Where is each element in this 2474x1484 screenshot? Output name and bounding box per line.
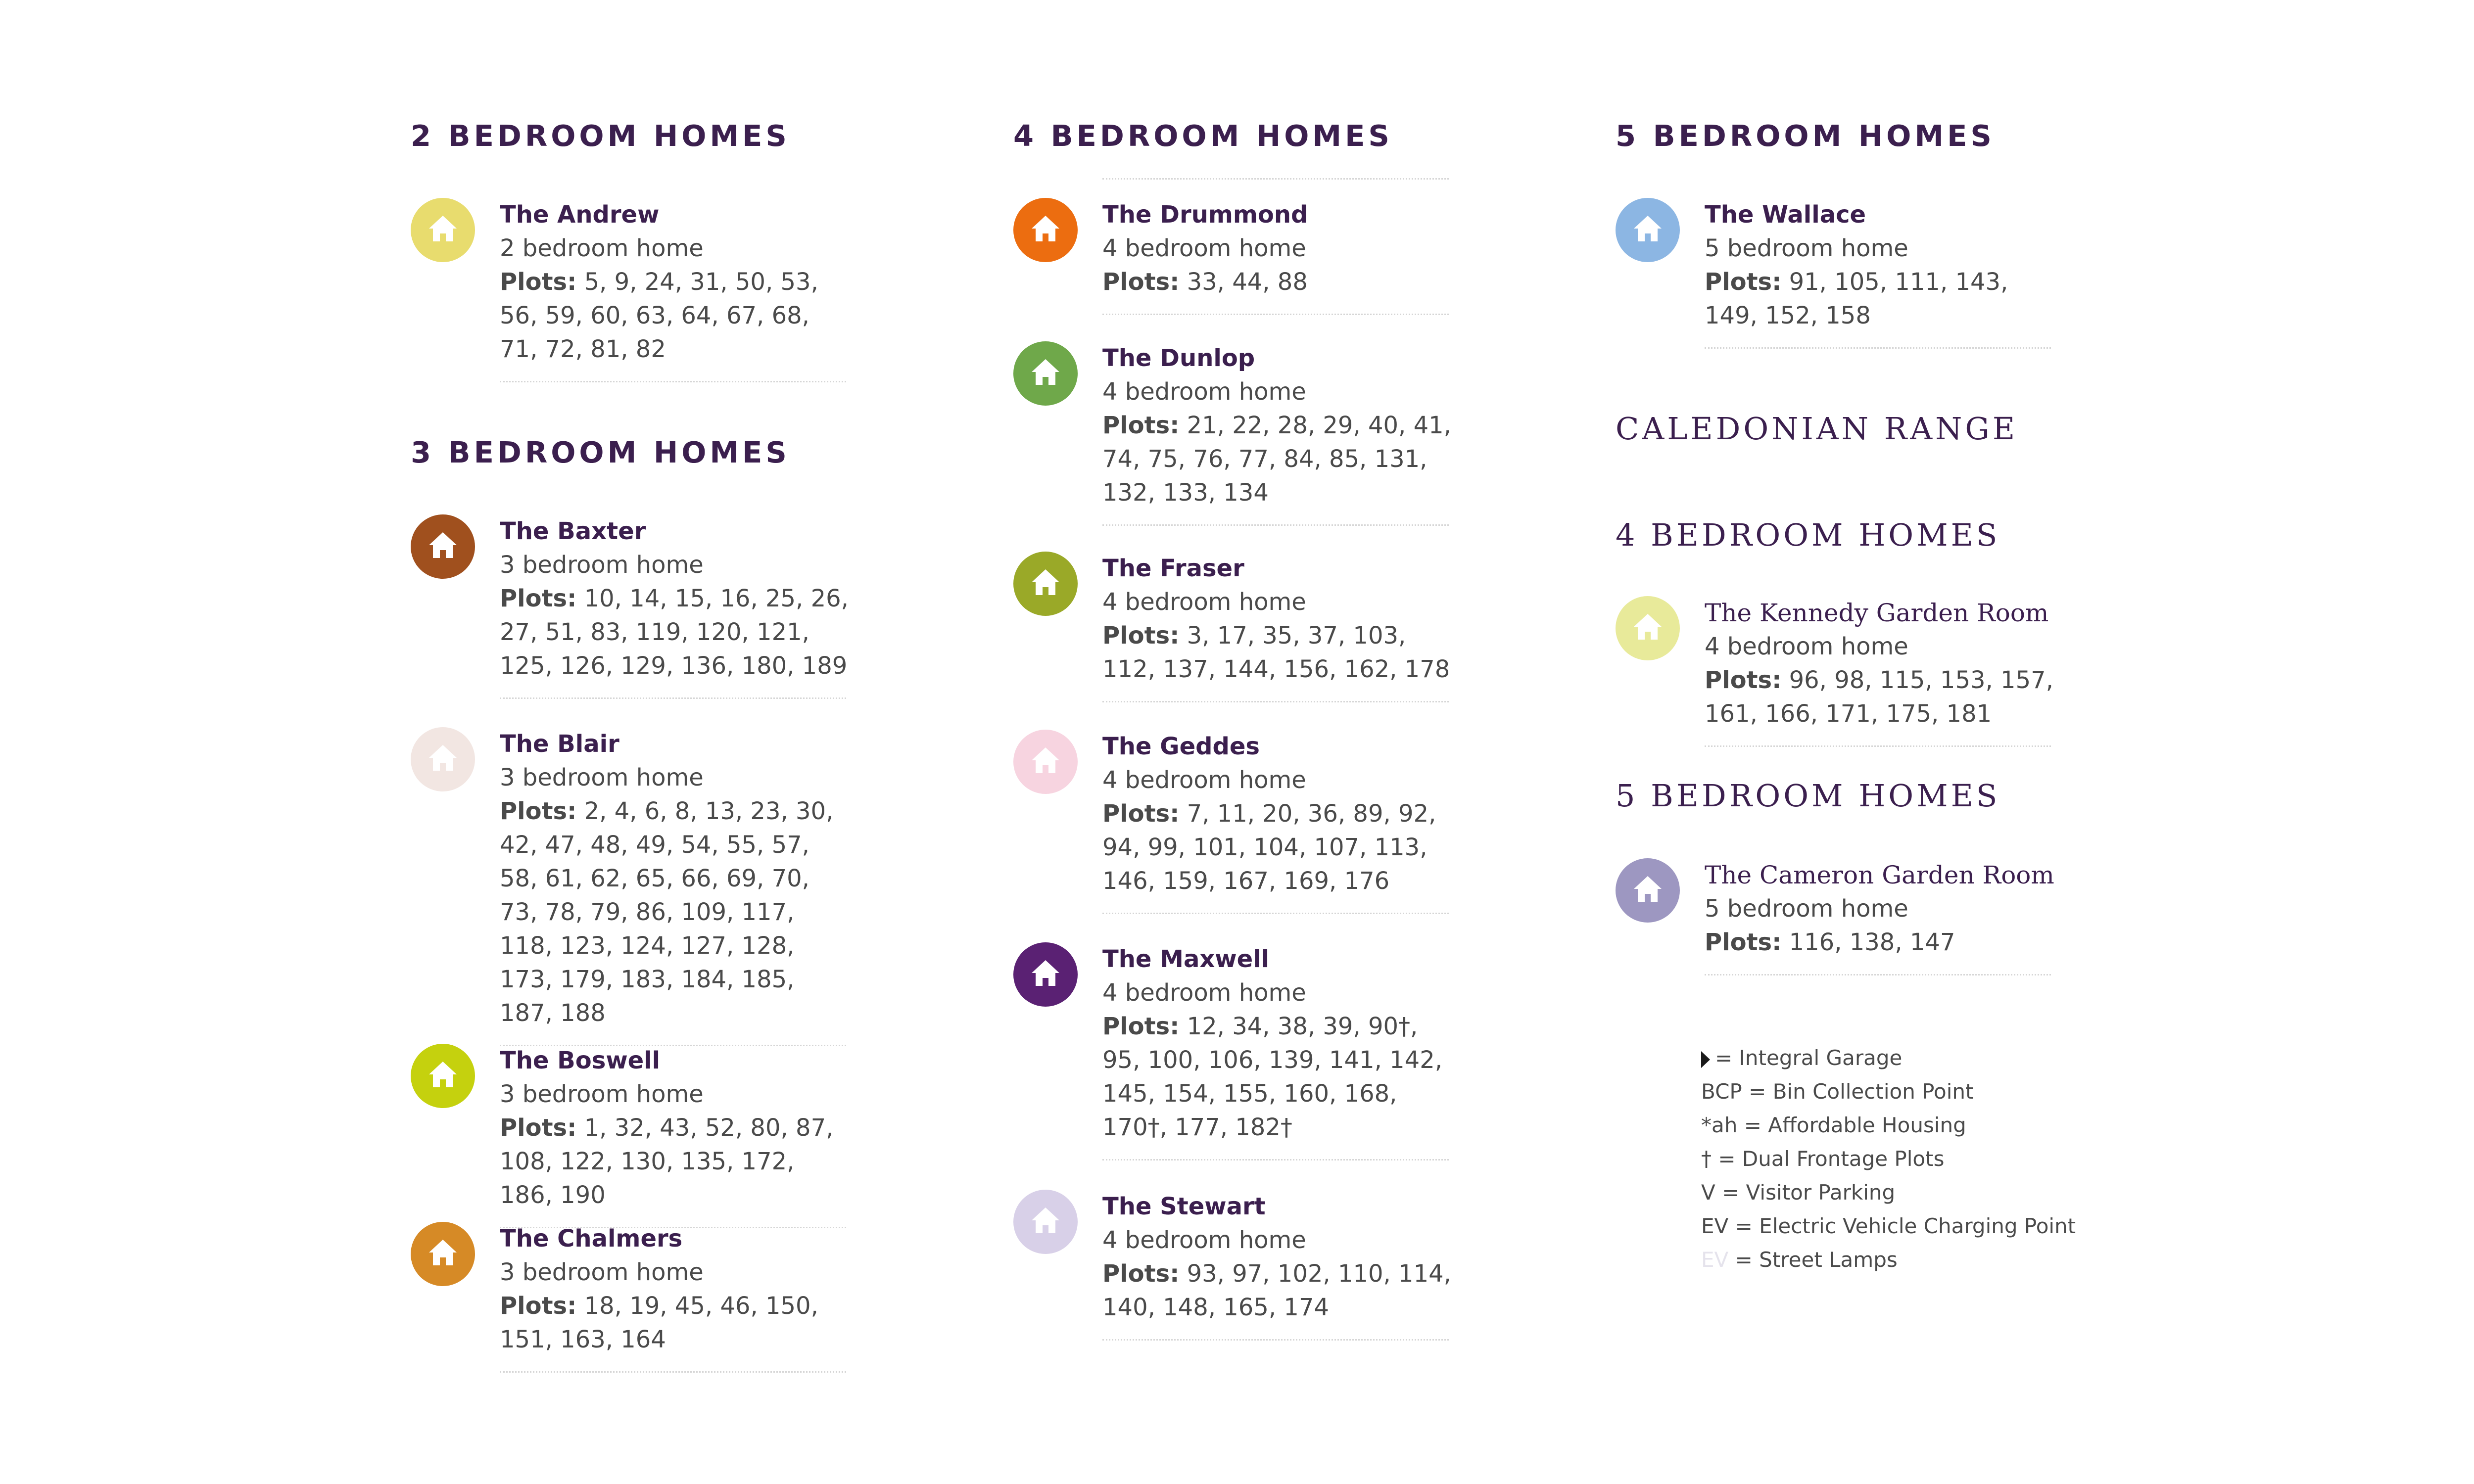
legend xyxy=(1701,1041,2146,1277)
home-name: The Andrew xyxy=(500,201,660,229)
home-subtitle: 4 bedroom home xyxy=(1102,234,1306,262)
legend-row-street-lamps xyxy=(1701,1243,2146,1277)
home-subtitle: 5 bedroom home xyxy=(1705,234,1908,262)
home-plots xyxy=(1705,265,2058,332)
plots-label: Plots: xyxy=(500,268,577,296)
legend-row-ev-charging xyxy=(1701,1209,2146,1243)
house-icon xyxy=(1616,198,1680,262)
home-plots xyxy=(1102,265,1456,299)
legend-row-integral-garage xyxy=(1701,1041,2146,1075)
legend-text: V = Visitor Parking xyxy=(1701,1180,1896,1205)
home-name: The Dunlop xyxy=(1102,344,1255,372)
house-icon xyxy=(1013,198,1078,262)
house-icon xyxy=(411,727,475,791)
plots-list: 2, 4, 6, 8, 13, 23, 30, 42, 47, 48, 49, 54, 55, 57, 58, 61, 62, 65, 66, 69, 70, 73, 78, 79, 86, 109, 117, 118, 123, 124, 127, 128, 173, 179, 183, 184, 185, 187, 188 xyxy=(500,797,834,1027)
plots-label: Plots: xyxy=(1102,268,1180,296)
home-subtitle: 3 bedroom home xyxy=(500,764,704,791)
home-info xyxy=(1102,198,1456,315)
legend-key-street-lamp: EV xyxy=(1701,1248,1729,1272)
home-plots xyxy=(1705,926,2058,959)
plots-label: Plots: xyxy=(500,585,577,612)
home-plots xyxy=(500,1111,854,1212)
home-plots xyxy=(500,265,854,366)
house-icon xyxy=(411,1222,475,1286)
legend-text: BCP = Bin Collection Point xyxy=(1701,1079,1974,1104)
plots-list: 1, 32, 43, 52, 80, 87, 108, 122, 130, 135, 172, 186, 190 xyxy=(500,1114,834,1209)
home-info xyxy=(1705,596,2058,747)
home-plots xyxy=(1102,1010,1456,1144)
home-name: The Stewart xyxy=(1102,1193,1266,1220)
legend-row-visitor-parking xyxy=(1701,1176,2146,1209)
home-name: The Geddes xyxy=(1102,733,1260,760)
legend-row-affordable xyxy=(1701,1109,2146,1142)
section-title-caledonian-4-bedroom: 4 BEDROOM HOMES xyxy=(1616,517,2000,553)
home-info xyxy=(1102,552,1456,702)
legend-text: = Integral Garage xyxy=(1715,1046,1903,1070)
plots-list: 93, 97, 102, 110, 114, 140, 148, 165, 174 xyxy=(1102,1260,1451,1321)
divider xyxy=(1102,1159,1449,1160)
legend-row-dual-frontage xyxy=(1701,1142,2146,1176)
home-plots xyxy=(1102,409,1456,510)
plots-list: 91, 105, 111, 143, 149, 152, 158 xyxy=(1705,268,2008,329)
home-subtitle: 4 bedroom home xyxy=(1102,979,1306,1007)
home-info xyxy=(500,1044,854,1228)
house-icon xyxy=(1013,730,1078,794)
divider xyxy=(1102,314,1449,315)
home-info xyxy=(1705,198,2058,349)
section-title-2-bedroom: 2 BEDROOM HOMES xyxy=(411,119,790,153)
section-title-4-bedroom: 4 BEDROOM HOMES xyxy=(1013,119,1393,153)
plots-list: 3, 17, 35, 37, 103, 112, 137, 144, 156, 162, 178 xyxy=(1102,622,1450,683)
home-info xyxy=(1102,1190,1456,1341)
legend-text: † = Dual Frontage Plots xyxy=(1701,1147,1945,1171)
home-info xyxy=(1102,341,1456,526)
plots-list: 33, 44, 88 xyxy=(1187,268,1308,296)
home-name: The Kennedy Garden Room xyxy=(1705,599,2049,627)
home-name: The Chalmers xyxy=(500,1225,683,1252)
divider xyxy=(1102,524,1449,526)
home-plots xyxy=(1705,663,2058,731)
home-name: The Blair xyxy=(500,730,619,758)
plots-list: 116, 138, 147 xyxy=(1789,928,1955,956)
home-subtitle: 4 bedroom home xyxy=(1102,378,1306,406)
house-icon xyxy=(1616,858,1680,923)
plots-label: Plots: xyxy=(1705,666,1782,694)
home-info xyxy=(500,198,854,382)
home-plots xyxy=(500,1289,854,1356)
divider xyxy=(1102,913,1449,914)
home-plots xyxy=(1102,797,1456,898)
plots-list: 21, 22, 28, 29, 40, 41, 74, 75, 76, 77, 84, 85, 131, 132, 133, 134 xyxy=(1102,412,1451,507)
plots-label: Plots: xyxy=(1102,622,1180,649)
home-name: The Wallace xyxy=(1705,201,1866,229)
legend-text: EV = Electric Vehicle Charging Point xyxy=(1701,1214,2076,1238)
home-plots xyxy=(500,582,854,683)
divider xyxy=(500,697,846,699)
legend-text: = Street Lamps xyxy=(1735,1248,1898,1272)
home-name: The Baxter xyxy=(500,517,646,545)
divider xyxy=(1102,701,1449,702)
home-plots xyxy=(500,794,854,1030)
section-title-5-bedroom: 5 BEDROOM HOMES xyxy=(1616,119,1995,153)
plots-list: 7, 11, 20, 36, 89, 92, 94, 99, 101, 104, 107, 113, 146, 159, 167, 169, 176 xyxy=(1102,800,1436,895)
caledonian-range-title: CALEDONIAN RANGE xyxy=(1616,411,2018,447)
home-name: The Drummond xyxy=(1102,201,1308,229)
home-name: The Fraser xyxy=(1102,555,1244,582)
triangle-icon xyxy=(1701,1051,1710,1068)
plots-label: Plots: xyxy=(1102,1260,1180,1288)
home-info xyxy=(1102,942,1456,1160)
plots-list: 5, 9, 24, 31, 50, 53, 56, 59, 60, 63, 64, 67, 68, 71, 72, 81, 82 xyxy=(500,268,818,363)
plots-list: 10, 14, 15, 16, 25, 26, 27, 51, 83, 119, 120, 121, 125, 126, 129, 136, 180, 189 xyxy=(500,585,849,680)
plots-label: Plots: xyxy=(500,1292,577,1320)
legend-row-bcp xyxy=(1701,1075,2146,1109)
home-info xyxy=(500,514,854,699)
house-icon xyxy=(1013,341,1078,406)
section-title-3-bedroom: 3 BEDROOM HOMES xyxy=(411,435,790,469)
plots-label: Plots: xyxy=(1102,412,1180,439)
home-name: The Cameron Garden Room xyxy=(1705,861,2054,889)
divider xyxy=(1705,347,2051,349)
home-info xyxy=(500,1222,854,1373)
home-subtitle: 4 bedroom home xyxy=(1102,1226,1306,1254)
home-subtitle: 4 bedroom home xyxy=(1102,588,1306,616)
divider xyxy=(1102,1339,1449,1341)
home-subtitle: 3 bedroom home xyxy=(500,1080,704,1108)
home-subtitle: 2 bedroom home xyxy=(500,234,704,262)
home-subtitle: 3 bedroom home xyxy=(500,551,704,579)
legend-text: *ah = Affordable Housing xyxy=(1701,1113,1966,1137)
home-plots xyxy=(1102,619,1456,686)
plots-label: Plots: xyxy=(1705,928,1782,956)
home-info xyxy=(500,727,854,1046)
home-subtitle: 4 bedroom home xyxy=(1705,633,1908,660)
house-icon xyxy=(1013,1190,1078,1254)
house-icon xyxy=(411,514,475,579)
plots-label: Plots: xyxy=(1102,800,1180,828)
plots-list: 96, 98, 115, 153, 157, 161, 166, 171, 175, 181 xyxy=(1705,666,2053,728)
plots-list: 18, 19, 45, 46, 150, 151, 163, 164 xyxy=(500,1292,818,1353)
plots-label: Plots: xyxy=(1705,268,1782,296)
home-info xyxy=(1705,858,2058,975)
home-subtitle: 4 bedroom home xyxy=(1102,766,1306,794)
home-info xyxy=(1102,730,1456,914)
home-name: The Boswell xyxy=(500,1047,661,1074)
divider xyxy=(500,1371,846,1373)
divider xyxy=(1705,974,2051,975)
plots-label: Plots: xyxy=(1102,1013,1180,1040)
section-title-caledonian-5-bedroom: 5 BEDROOM HOMES xyxy=(1616,778,2000,814)
home-name: The Maxwell xyxy=(1102,945,1270,973)
home-subtitle: 3 bedroom home xyxy=(500,1258,704,1286)
house-icon xyxy=(1616,596,1680,660)
home-plots xyxy=(1102,1257,1456,1324)
house-icon xyxy=(1013,552,1078,616)
home-subtitle: 5 bedroom home xyxy=(1705,895,1908,923)
plots-label: Plots: xyxy=(500,797,577,825)
plots-label: Plots: xyxy=(500,1114,577,1142)
divider xyxy=(1102,178,1449,180)
house-icon xyxy=(411,198,475,262)
house-icon xyxy=(411,1044,475,1108)
plots-list: 12, 34, 38, 39, 90†, 95, 100, 106, 139, 141, 142, 145, 154, 155, 160, 168, 170†, 177, 182† xyxy=(1102,1013,1442,1141)
divider xyxy=(500,381,846,382)
house-icon xyxy=(1013,942,1078,1007)
divider xyxy=(1705,745,2051,747)
